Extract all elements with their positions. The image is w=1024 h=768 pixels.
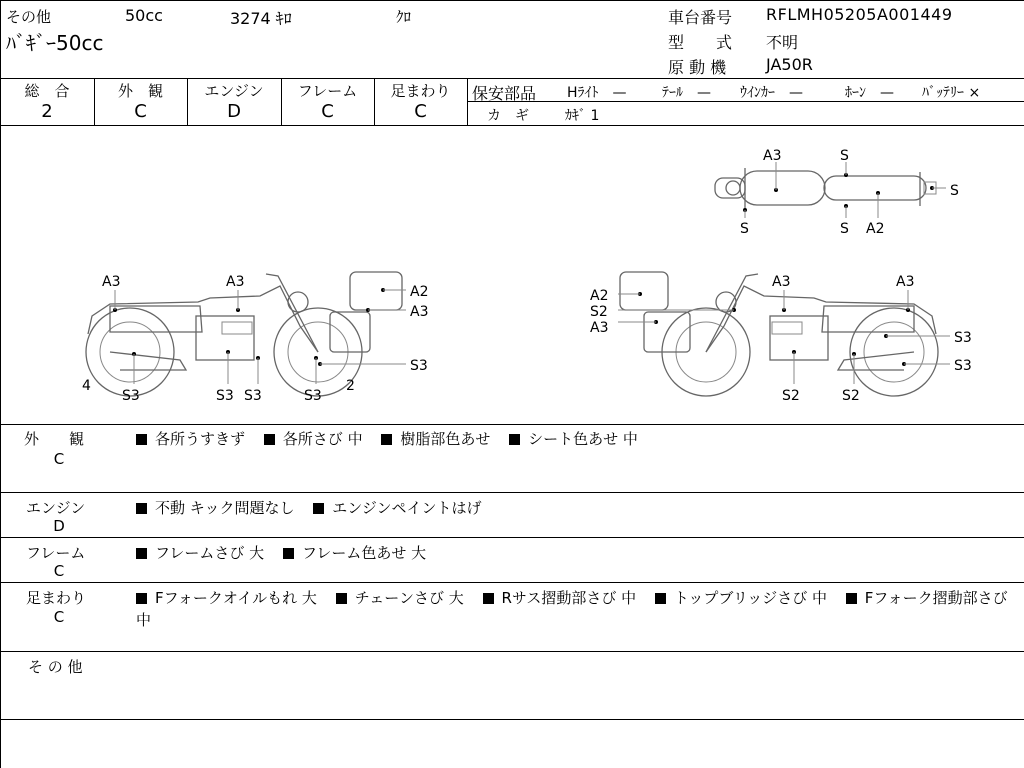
rule <box>0 582 1024 583</box>
bullet-icon <box>846 593 857 604</box>
grade-overall-label: 総 合 <box>24 82 70 100</box>
safety-winker: ｳｲﾝｶｰ — <box>740 85 803 101</box>
right-label: A3 <box>590 320 609 336</box>
left-label: S3 <box>122 388 140 404</box>
right-label: A3 <box>896 274 915 290</box>
grade-engine-value: D <box>227 101 241 122</box>
left-label: S3 <box>304 388 322 404</box>
right-label: S3 <box>954 330 972 346</box>
remark-suspension-items: Fフォークオイルもれ 大 チェーンさび 大 Rサス摺動部さび 中 トップブリッジさび 中 Fフォーク摺動部さび 中 <box>136 589 1008 629</box>
bullet-icon <box>136 548 147 559</box>
safety-headlight: Hﾗｲﾄ — <box>567 85 627 101</box>
remark-exterior-label: 外 観 <box>24 430 85 448</box>
grade-frame-label: フレーム <box>297 82 358 100</box>
remark-frame-label: フレーム <box>26 544 86 562</box>
color: ｸﾛ <box>396 8 412 26</box>
key-label: カ ギ <box>487 108 529 124</box>
left-label: S3 <box>244 388 262 404</box>
grade-frame-value: C <box>321 101 334 122</box>
safety-taillight: ﾃｰﾙ — <box>662 85 711 101</box>
bullet-icon <box>136 503 147 514</box>
grade-exterior-label: 外 観 <box>117 82 163 100</box>
bullet-icon <box>381 434 392 445</box>
remark-suspension-grade: C <box>53 608 65 626</box>
frame-no: RFLMH05205A001449 <box>766 5 953 24</box>
top-label: S <box>740 221 749 237</box>
bullet-icon <box>483 593 494 604</box>
bullet-icon <box>264 434 275 445</box>
bullet-icon <box>336 593 347 604</box>
category: その他 <box>6 8 52 26</box>
bullet-icon <box>655 593 666 604</box>
left-label: A2 <box>410 284 429 300</box>
safety-label: 保安部品 <box>472 84 537 103</box>
safety-horn: ﾎｰﾝ — <box>845 85 894 101</box>
bullet-icon <box>136 434 147 445</box>
damage-diagram <box>0 126 1024 424</box>
right-label: S3 <box>954 358 972 374</box>
grade-suspension-value: C <box>414 101 427 122</box>
right-side-bike-icon <box>620 272 938 396</box>
top-label: S <box>840 221 849 237</box>
engine-type: JA50R <box>766 55 813 74</box>
model-type-label: 型 式 <box>668 33 733 52</box>
remark-suspension-label: 足まわり <box>26 589 87 607</box>
grade-overall-value: 2 <box>41 101 53 122</box>
bullet-icon <box>313 503 324 514</box>
engine-label: 原 動 機 <box>668 58 727 77</box>
left-label: 2 <box>346 378 355 394</box>
model-name: ﾊﾞｷﾞｰ50cc <box>6 31 104 55</box>
top-label: A3 <box>763 148 782 164</box>
right-label: A2 <box>590 288 609 304</box>
left-label: A3 <box>226 274 245 290</box>
remark-engine-label: エンジン <box>26 499 86 517</box>
left-label: S3 <box>216 388 234 404</box>
grade-exterior-value: C <box>134 101 147 122</box>
right-label: S2 <box>590 304 608 320</box>
safety-battery: ﾊﾞｯﾃﾘｰ × <box>922 85 981 101</box>
left-label: 4 <box>82 378 91 394</box>
mileage: 3274 ｷﾛ <box>230 9 292 28</box>
remark-exterior-items: 各所うすきず 各所さび 中 樹脂部色あせ シート色あせ 中 <box>136 428 652 449</box>
model-type: 不明 <box>766 33 799 52</box>
left-label: A3 <box>102 274 121 290</box>
remark-engine-items: 不動 キック問題なし エンジンペイントはげ <box>136 497 496 518</box>
remark-frame-grade: C <box>53 562 65 580</box>
top-label: S <box>840 148 849 164</box>
top-label: A2 <box>866 221 885 237</box>
remark-engine-grade: D <box>53 517 65 535</box>
left-label: S3 <box>410 358 428 374</box>
rule <box>0 537 1024 538</box>
top-view-bike-icon <box>715 168 936 208</box>
rule <box>0 424 1024 425</box>
bullet-icon <box>509 434 520 445</box>
displacement: 50cc <box>125 6 163 25</box>
right-label: S2 <box>782 388 800 404</box>
rule <box>0 719 1024 720</box>
grade-engine-label: エンジン <box>204 82 264 100</box>
key-value: ｶｷﾞ 1 <box>565 108 600 124</box>
grade-suspension-label: 足まわり <box>390 82 451 100</box>
bullet-icon <box>136 593 147 604</box>
bullet-icon <box>283 548 294 559</box>
left-label: A3 <box>410 304 429 320</box>
rule <box>0 492 1024 493</box>
rule <box>0 78 1024 79</box>
right-label: S2 <box>842 388 860 404</box>
remark-other-label: そ の 他 <box>28 658 83 676</box>
top-label: S <box>950 183 959 199</box>
rule <box>0 651 1024 652</box>
remark-frame-items: フレームさび 大 フレーム色あせ 大 <box>136 542 440 563</box>
remark-exterior-grade: C <box>53 450 65 468</box>
rule <box>467 78 468 125</box>
frame-no-label: 車台番号 <box>668 8 733 27</box>
right-label: A3 <box>772 274 791 290</box>
